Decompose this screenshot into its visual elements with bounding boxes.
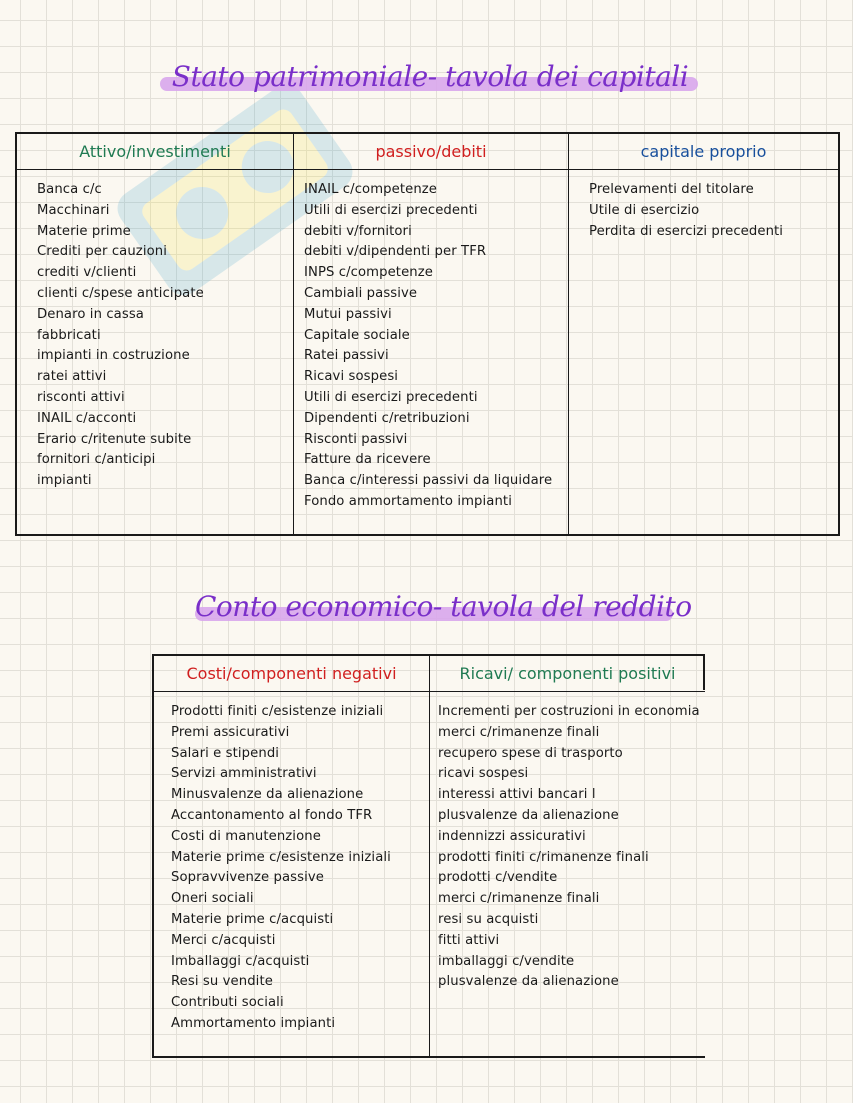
conto-economico-title: Conto economico- tavola del reddito xyxy=(195,590,692,623)
list-item: Contributi sociali xyxy=(171,995,284,1011)
list-item: merci c/rimanenze finali xyxy=(438,891,600,907)
list-item: Fondo ammortamento impianti xyxy=(304,493,512,509)
passivo-header: passivo/debiti xyxy=(294,134,568,170)
capitale-proprio-list xyxy=(569,170,838,242)
list-item: Ratei passivi xyxy=(304,348,389,364)
list-item: fornitori c/anticipi xyxy=(37,452,156,468)
list-item: Crediti per cauzioni xyxy=(37,244,167,260)
list-item: fitti attivi xyxy=(438,932,500,948)
list-item: Salari e stipendi xyxy=(171,745,280,761)
list-item: Accantonamento al fondo TFR xyxy=(171,807,373,823)
list-item: Risconti passivi xyxy=(304,431,408,447)
ricavi-column xyxy=(429,656,705,1056)
list-item: Imballaggi c/acquisti xyxy=(171,953,310,969)
list-item: Premi assicurativi xyxy=(171,724,290,740)
list-item: crediti v/clienti xyxy=(37,265,137,281)
list-item: Macchinari xyxy=(37,202,110,218)
table-right-edge-stub xyxy=(703,654,705,690)
list-item: impianti in costruzione xyxy=(37,348,190,364)
list-item: Costi di manutenzione xyxy=(171,828,321,844)
list-item: risconti attivi xyxy=(37,389,125,405)
list-item: Materie prime c/acquisti xyxy=(171,911,334,927)
list-item: INAIL c/acconti xyxy=(37,410,137,426)
ricavi-header: Ricavi/ componenti positivi xyxy=(430,656,705,692)
list-item: Utili di esercizi precedenti xyxy=(304,389,478,405)
list-item: Resi su vendite xyxy=(171,974,273,990)
list-item: Merci c/acquisti xyxy=(171,932,276,948)
list-item: interessi attivi bancari l xyxy=(438,787,596,803)
list-item: fabbricati xyxy=(37,327,101,343)
list-item: Prodotti finiti c/esistenze iniziali xyxy=(171,704,384,719)
list-item: resi su acquisti xyxy=(438,911,539,927)
list-item: plusvalenze da alienazione xyxy=(438,974,619,990)
passivo-column xyxy=(293,134,568,534)
list-item: prodotti c/vendite xyxy=(438,870,558,886)
stato-patrimoniale-title: Stato patrimoniale- tavola dei capitali xyxy=(171,60,689,93)
list-item: prodotti finiti c/rimanenze finali xyxy=(438,849,649,865)
ricavi-list xyxy=(430,692,705,993)
list-item: Erario c/ritenute subite xyxy=(37,431,192,447)
list-item: INAIL c/competenze xyxy=(304,182,438,197)
list-item: Dipendenti c/retribuzioni xyxy=(304,410,470,426)
list-item: Materie prime c/esistenze iniziali xyxy=(171,849,391,865)
attivo-list xyxy=(17,170,293,492)
list-item: Mutui passivi xyxy=(304,306,392,322)
list-item: clienti c/spese anticipate xyxy=(37,285,204,301)
passivo-list xyxy=(294,170,568,513)
attivo-header: Attivo/investimenti xyxy=(17,134,293,170)
costi-column xyxy=(154,656,429,1056)
stato-patrimoniale-table xyxy=(15,132,840,536)
attivo-column xyxy=(17,134,293,534)
list-item: Incrementi per costruzioni in economia xyxy=(438,704,700,719)
list-item: merci c/rimanenze finali xyxy=(438,724,600,740)
list-item: impianti xyxy=(37,473,92,489)
stato-patrimoniale-title-block xyxy=(160,60,700,93)
list-item: Cambiali passive xyxy=(304,285,418,301)
list-item: Fatture da ricevere xyxy=(304,452,431,468)
list-item: ricavi sospesi xyxy=(438,766,529,782)
list-item: Ammortamento impianti xyxy=(171,1015,336,1031)
list-item: debiti v/fornitori xyxy=(304,223,412,239)
list-item: debiti v/dipendenti per TFR xyxy=(304,244,487,260)
list-item: Prelevamenti del titolare xyxy=(589,182,754,197)
list-item: recupero spese di trasporto xyxy=(438,745,623,761)
list-item: Sopravvivenze passive xyxy=(171,870,324,886)
list-item: Utili di esercizi precedenti xyxy=(304,202,478,218)
costi-list xyxy=(154,692,429,1035)
conto-economico-table xyxy=(152,654,705,1058)
list-item: Capitale sociale xyxy=(304,327,410,343)
list-item: indennizzi assicurativi xyxy=(438,828,586,844)
list-item: Materie prime xyxy=(37,223,131,239)
conto-economico-title-block xyxy=(195,590,692,623)
list-item: Ricavi sospesi xyxy=(304,369,399,385)
capitale-proprio-column xyxy=(568,134,838,534)
list-item: imballaggi c/vendite xyxy=(438,953,575,969)
list-item: INPS c/competenze xyxy=(304,265,433,281)
list-item: Servizi amministrativi xyxy=(171,766,317,782)
costi-header: Costi/componenti negativi xyxy=(154,656,429,692)
list-item: Utile di esercizio xyxy=(589,202,700,218)
list-item: Banca c/interessi passivi da liquidare xyxy=(304,473,553,489)
list-item: ratei attivi xyxy=(37,369,107,385)
list-item: Denaro in cassa xyxy=(37,306,144,322)
list-item: Banca c/c xyxy=(37,182,102,197)
list-item: plusvalenze da alienazione xyxy=(438,807,619,823)
list-item: Perdita di esercizi precedenti xyxy=(589,223,784,239)
list-item: Oneri sociali xyxy=(171,891,254,907)
list-item: Minusvalenze da alienazione xyxy=(171,787,364,803)
capitale-proprio-header: capitale proprio xyxy=(569,134,838,170)
